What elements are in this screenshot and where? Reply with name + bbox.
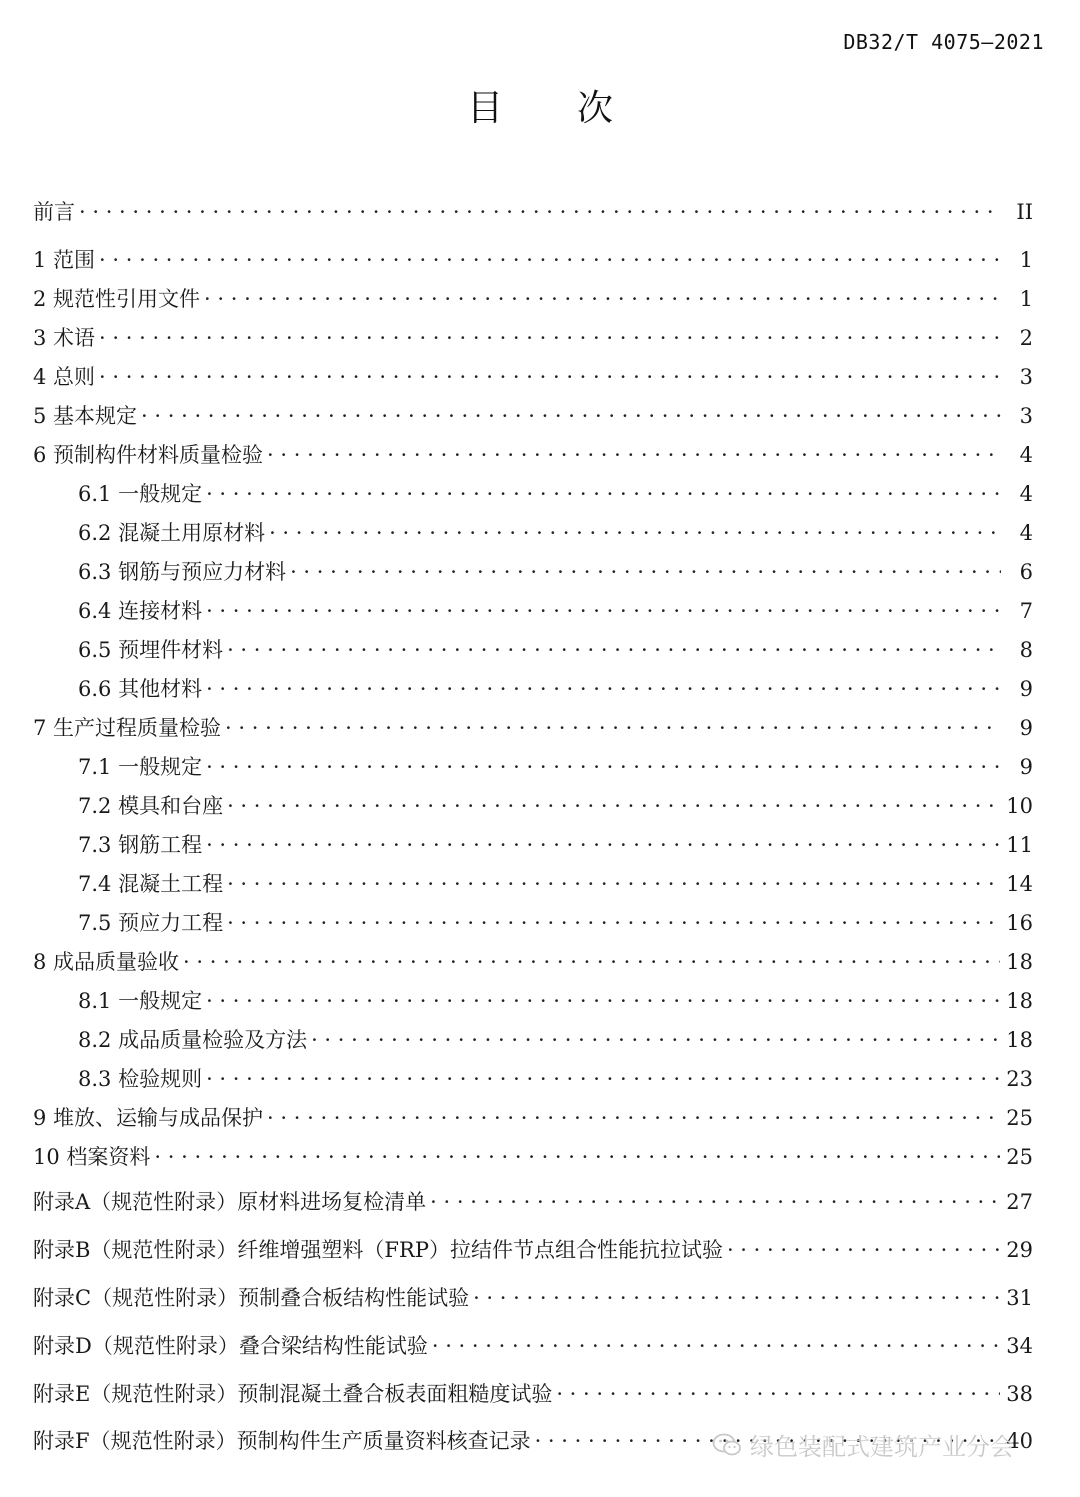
toc-dot-leader xyxy=(141,400,1001,432)
toc-entry[interactable] xyxy=(33,322,1033,354)
toc-entry-page: 18 xyxy=(1006,1028,1033,1052)
toc-dot-leader xyxy=(206,595,1001,627)
toc-dot-leader xyxy=(227,634,1001,666)
wechat-icon xyxy=(712,1432,742,1458)
toc-entry[interactable] xyxy=(33,1186,1033,1218)
toc-entry-title: 附录E（规范性附录）预制混凝土叠合板表面粗糙度试验 xyxy=(33,1382,553,1406)
toc-entry-page: 38 xyxy=(1006,1382,1033,1406)
toc-entry-title: 4 总则 xyxy=(33,365,96,389)
toc-entry[interactable] xyxy=(33,1102,1033,1134)
toc-dot-leader xyxy=(206,478,1001,510)
toc-dot-leader xyxy=(99,322,1001,354)
toc-entry-page: 9 xyxy=(1019,716,1033,740)
toc-entry-page: 2 xyxy=(1019,326,1033,350)
toc-entry-title: 2 规范性引用文件 xyxy=(33,287,201,311)
toc-entry-title: 6.1 一般规定 xyxy=(78,482,203,506)
toc-entry-page: 23 xyxy=(1006,1067,1033,1091)
toc-entry-page: 14 xyxy=(1006,872,1033,896)
toc-entry[interactable] xyxy=(33,946,1033,978)
toc-entry[interactable] xyxy=(33,244,1033,276)
toc-entry-page: 25 xyxy=(1006,1106,1033,1130)
toc-entry[interactable] xyxy=(33,1234,1033,1266)
toc-dot-leader xyxy=(206,829,1000,861)
toc-entry-title: 5 基本规定 xyxy=(33,404,138,428)
toc-entry[interactable] xyxy=(78,517,1033,549)
toc-entry-page: 18 xyxy=(1006,989,1033,1013)
toc-dot-leader xyxy=(79,196,1001,228)
toc-entry-page: 34 xyxy=(1006,1334,1033,1358)
toc-entry-title: 7.4 混凝土工程 xyxy=(78,872,224,896)
toc-entry-title: 附录F（规范性附录）预制构件生产质量资料核查记录 xyxy=(33,1429,531,1453)
toc-entry-page: 29 xyxy=(1006,1238,1033,1262)
toc-dot-leader xyxy=(473,1282,1000,1314)
toc-dot-leader xyxy=(206,1063,1000,1095)
toc-entry-page: 18 xyxy=(1006,950,1033,974)
toc-entry[interactable] xyxy=(78,751,1033,783)
toc-dot-leader xyxy=(204,283,1001,315)
toc-dot-leader xyxy=(267,1102,1000,1134)
toc-entry-title: 6.4 连接材料 xyxy=(78,599,203,623)
toc-entry-title: 3 术语 xyxy=(33,326,96,350)
toc-entry-page: 9 xyxy=(1019,755,1033,779)
toc-dot-leader xyxy=(154,1141,1000,1173)
toc-entry-title: 8.2 成品质量检验及方法 xyxy=(78,1028,308,1052)
toc-entry-title: 9 堆放、运输与成品保护 xyxy=(33,1106,264,1130)
watermark-text: 绿色装配式建筑产业分会 xyxy=(750,1433,1014,1461)
toc-entry[interactable] xyxy=(78,868,1033,900)
toc-entry[interactable] xyxy=(78,829,1033,861)
toc-dot-leader xyxy=(99,361,1001,393)
toc-entry-title: 6.5 预埋件材料 xyxy=(78,638,224,662)
toc-entry-page: 16 xyxy=(1006,911,1033,935)
toc-entry[interactable] xyxy=(78,985,1033,1017)
toc-entry[interactable] xyxy=(78,1063,1033,1095)
toc-entry-page: 8 xyxy=(1019,638,1033,662)
toc-entry-page: 31 xyxy=(1006,1286,1033,1310)
toc-dot-leader xyxy=(206,673,1001,705)
toc-entry[interactable] xyxy=(78,790,1033,822)
toc-entry-title: 10 档案资料 xyxy=(33,1145,151,1169)
toc-entry-title: 8.3 检验规则 xyxy=(78,1067,203,1091)
toc-entry-title: 7.5 预应力工程 xyxy=(78,911,224,935)
toc-entry-title: 6.6 其他材料 xyxy=(78,677,203,701)
toc-dot-leader xyxy=(430,1186,1000,1218)
toc-entry[interactable] xyxy=(78,595,1033,627)
toc-entry-title: 前言 xyxy=(33,200,75,224)
toc-entry-page: 11 xyxy=(1006,833,1033,857)
toc-entry[interactable] xyxy=(33,361,1033,393)
toc-entry[interactable] xyxy=(33,1330,1033,1362)
toc-entry[interactable] xyxy=(33,712,1033,744)
document-code: DB32/T 4075—2021 xyxy=(843,30,1044,54)
toc-entry-title: 7.3 钢筋工程 xyxy=(78,833,203,857)
toc-entry-page: II xyxy=(1016,200,1033,224)
toc-entry-title: 6.2 混凝土用原材料 xyxy=(78,521,266,545)
toc-dot-leader xyxy=(556,1378,1000,1410)
toc-entry[interactable] xyxy=(78,673,1033,705)
toc-dot-leader xyxy=(311,1024,1000,1056)
toc-dot-leader xyxy=(432,1330,1000,1362)
toc-dot-leader xyxy=(206,751,1001,783)
toc-entry[interactable] xyxy=(33,1378,1033,1410)
toc-entry-page: 40 xyxy=(1006,1429,1033,1453)
toc-entry-title: 附录B（规范性附录）纤维增强塑料（FRP）拉结件节点组合性能抗拉试验 xyxy=(33,1238,723,1262)
toc-entry-page: 3 xyxy=(1019,365,1033,389)
toc-entry-title: 7.2 模具和台座 xyxy=(78,794,224,818)
toc-dot-leader xyxy=(269,517,1001,549)
toc-entry[interactable] xyxy=(78,478,1033,510)
toc-entry-page: 4 xyxy=(1019,443,1033,467)
toc-entry[interactable] xyxy=(78,1024,1033,1056)
toc-dot-leader xyxy=(267,439,1001,471)
toc-dot-leader xyxy=(183,946,1000,978)
toc-entry-page: 4 xyxy=(1019,521,1033,545)
toc-dot-leader xyxy=(206,985,1000,1017)
toc-entry[interactable] xyxy=(33,196,1033,228)
toc-entry-title: 8.1 一般规定 xyxy=(78,989,203,1013)
toc-entry-title: 6.3 钢筋与预应力材料 xyxy=(78,560,287,584)
toc-dot-leader xyxy=(227,790,1000,822)
watermark xyxy=(712,1427,1014,1462)
toc-entry-page: 3 xyxy=(1019,404,1033,428)
toc-entry-page: 25 xyxy=(1006,1145,1033,1169)
toc-entry-title: 6 预制构件材料质量检验 xyxy=(33,443,264,467)
toc-entry-title: 1 范围 xyxy=(33,248,96,272)
page-title: 目次 xyxy=(466,88,687,129)
toc-entry[interactable] xyxy=(33,400,1033,432)
toc-dot-leader xyxy=(227,868,1000,900)
toc-entry[interactable] xyxy=(33,1282,1033,1314)
toc-dot-leader xyxy=(225,712,1001,744)
toc-entry-page: 1 xyxy=(1019,248,1033,272)
toc-entry-page: 4 xyxy=(1019,482,1033,506)
toc-dot-leader xyxy=(227,907,1000,939)
toc-entry-title: 7 生产过程质量检验 xyxy=(33,716,222,740)
toc-entry-page: 7 xyxy=(1019,599,1033,623)
toc-entry[interactable] xyxy=(78,634,1033,666)
toc-entry-page: 6 xyxy=(1019,560,1033,584)
toc-dot-leader xyxy=(290,556,1001,588)
toc-entry[interactable] xyxy=(78,907,1033,939)
toc-entry-page: 27 xyxy=(1006,1190,1033,1214)
toc-entry[interactable] xyxy=(33,1141,1033,1173)
toc-entry-page: 1 xyxy=(1019,287,1033,311)
toc-entry[interactable] xyxy=(78,556,1033,588)
toc-entry[interactable] xyxy=(33,439,1033,471)
toc-entry-page: 10 xyxy=(1006,794,1033,818)
toc-entry-title: 附录D（规范性附录）叠合梁结构性能试验 xyxy=(33,1334,428,1358)
toc-entry-title: 7.1 一般规定 xyxy=(78,755,203,779)
toc-entry-title: 8 成品质量验收 xyxy=(33,950,180,974)
toc-entry-title: 附录A（规范性附录）原材料进场复检清单 xyxy=(33,1190,427,1214)
toc-entry-title: 附录C（规范性附录）预制叠合板结构性能试验 xyxy=(33,1286,470,1310)
toc-entry-page: 9 xyxy=(1019,677,1033,701)
toc-dot-leader xyxy=(99,244,1001,276)
toc-entry[interactable] xyxy=(33,283,1033,315)
toc-dot-leader xyxy=(727,1234,1000,1266)
